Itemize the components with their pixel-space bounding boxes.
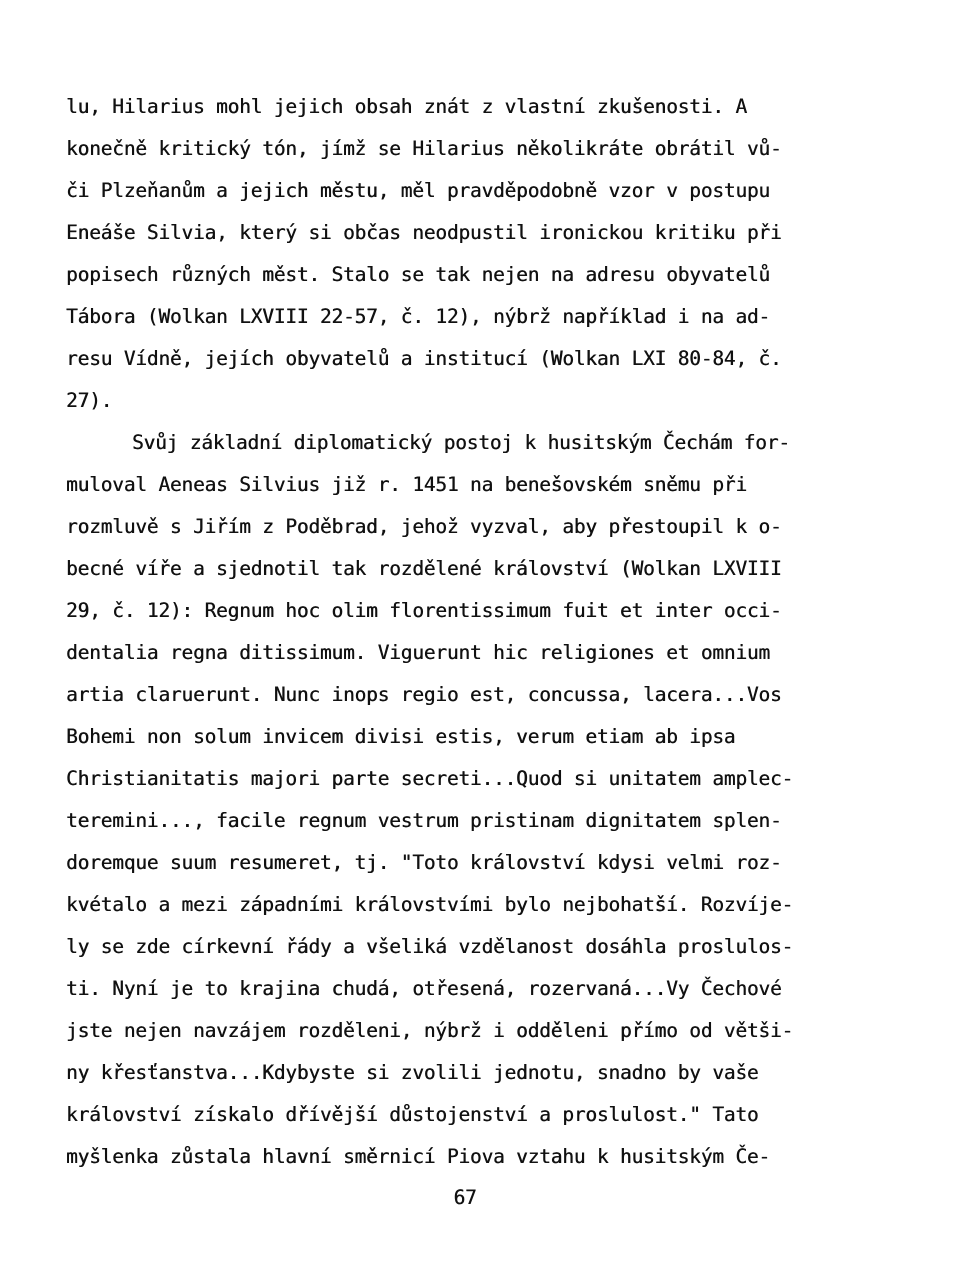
text-line: konečně kritický tón, jímž se Hilarius několikráte obrátil vů- <box>66 137 782 160</box>
text-line: ly se zde církevní řády a všeliká vzdělanost dosáhla proslulos- <box>66 935 794 958</box>
page-number: 67 <box>453 1186 477 1209</box>
text-line: jste nejen navzájem rozděleni, nýbrž i odděleni přímo od větši- <box>66 1019 794 1042</box>
text-line: rozmluvě s Jiřím z Poděbrad, jehož vyzval, aby přestoupil k o- <box>66 515 782 538</box>
text-line: Bohemi non solum invicem divisi estis, verum etiam ab ipsa <box>66 725 736 748</box>
text-line: resu Vídně, jejích obyvatelů a institucí (Wolkan LXI 80-84, č. <box>66 347 782 370</box>
text-line: myšlenka zůstala hlavní směrnicí Piova vztahu k husitským Če- <box>66 1145 770 1168</box>
text-line: 27). <box>66 389 113 412</box>
text-line: artia claruerunt. Nunc inops regio est, concussa, lacera...Vos <box>66 683 782 706</box>
text-line: Christianitatis majori parte secreti...Quod si unitatem amplec- <box>66 767 794 790</box>
text-line: ny křesťanstva...Kdybyste si zvolili jednotu, snadno by vaše <box>66 1061 759 1084</box>
text-line: becné víře a sjednotil tak rozdělené království (Wolkan LXVIII <box>66 557 782 580</box>
text-line: 29, č. 12): Regnum hoc olim florentissimum fuit et inter occi- <box>66 599 782 622</box>
text-line: dentalia regna ditissimum. Viguerunt hic religiones et omnium <box>66 641 770 664</box>
text-line: muloval Aeneas Silvius již r. 1451 na benešovském sněmu při <box>66 473 747 496</box>
text-line: kvétalo a mezi západními královstvími bylo nejbohatší. Rozvíje- <box>66 893 794 916</box>
text-line: Eneáše Silvia, který si občas neodpustil ironickou kritiku při <box>66 221 782 244</box>
text-line: ti. Nyní je to krajina chudá, otřesená, rozervaná...Vy Čechové <box>66 977 782 1000</box>
text-line: či Plzeňanům a jejich městu, měl pravděpodobně vzor v postupu <box>66 179 770 202</box>
text-line: Svůj základní diplomatický postoj k husitským Čechám for- <box>132 431 790 454</box>
text-line: doremque suum resumeret, tj. "Toto království kdysi velmi roz- <box>66 851 782 874</box>
text-line: popisech různých měst. Stalo se tak nejen na adresu obyvatelů <box>66 263 770 286</box>
paragraph-2 <box>66 422 886 1178</box>
text-line: lu, Hilarius mohl jejich obsah znát z vlastní zkušenosti. A <box>66 95 747 118</box>
text-line: království získalo dřívější důstojenství a proslulost." Tato <box>66 1103 759 1126</box>
document-body <box>66 86 886 1178</box>
text-line: teremini..., facile regnum vestrum pristinam dignitatem splen- <box>66 809 782 832</box>
text-line: Tábora (Wolkan LXVIII 22-57, č. 12), nýbrž například i na ad- <box>66 305 770 328</box>
paragraph-1 <box>66 86 886 422</box>
